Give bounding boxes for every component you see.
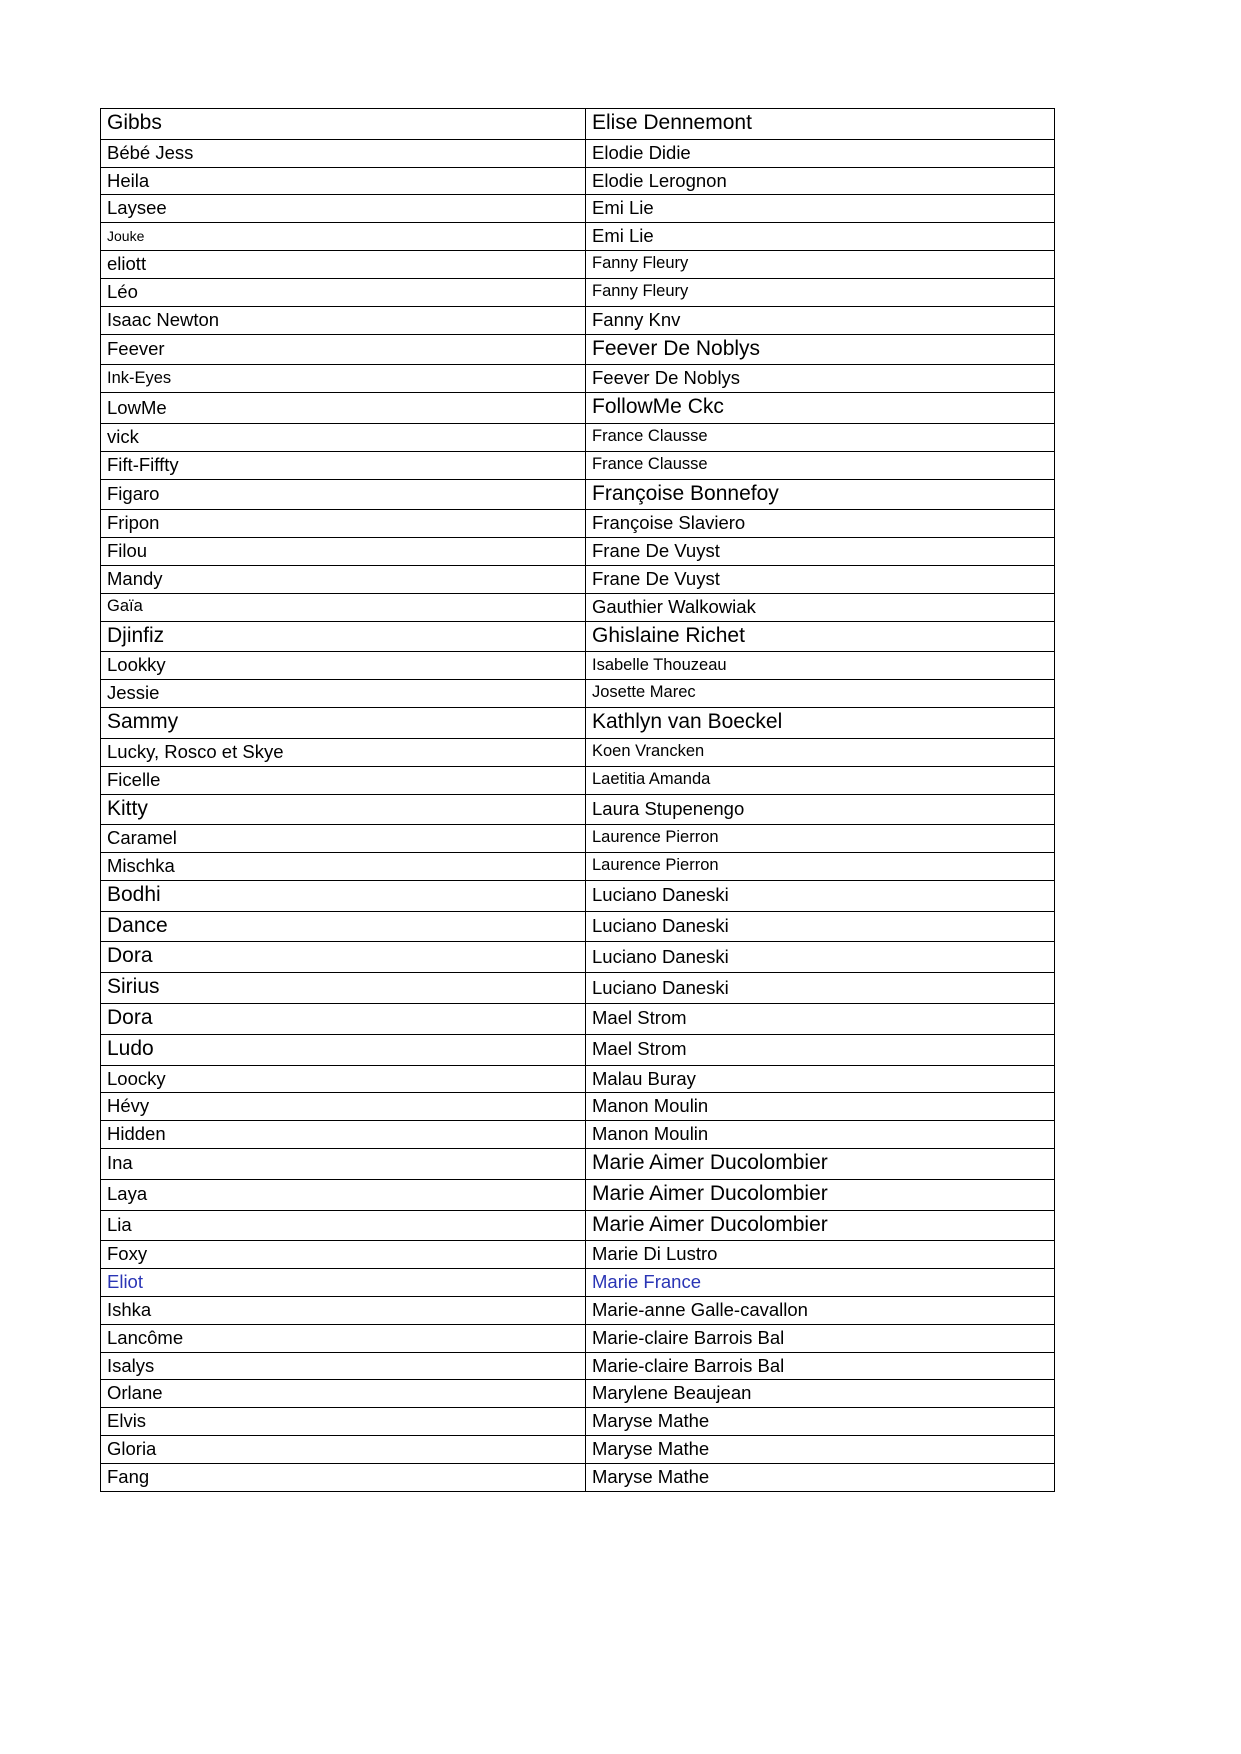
- table-row: [101, 195, 1055, 223]
- table-row: [101, 1324, 1055, 1352]
- owner-name-cell: Luciano Daneski: [586, 973, 1055, 1004]
- owner-name-cell: Emi Lie: [586, 195, 1055, 223]
- owner-name-cell: Luciano Daneski: [586, 880, 1055, 911]
- pet-name-cell: Lancôme: [101, 1324, 586, 1352]
- pet-name-cell: Isaac Newton: [101, 306, 586, 334]
- owner-name-cell: Frane De Vuyst: [586, 566, 1055, 594]
- owner-name-cell: Josette Marec: [586, 680, 1055, 708]
- owner-name-cell: Elodie Didie: [586, 139, 1055, 167]
- pet-name-cell: Kitty: [101, 794, 586, 825]
- table-row: [101, 766, 1055, 794]
- owner-name-cell: Françoise Slaviero: [586, 510, 1055, 538]
- owner-name-cell: Manon Moulin: [586, 1121, 1055, 1149]
- table-row: [101, 794, 1055, 825]
- owner-name-cell: Marie Di Lustro: [586, 1241, 1055, 1269]
- pet-name-cell: Mischka: [101, 853, 586, 881]
- table-row: [101, 1003, 1055, 1034]
- owner-name-cell: Marie-claire Barrois Bal: [586, 1324, 1055, 1352]
- owner-name-cell: Marie-claire Barrois Bal: [586, 1352, 1055, 1380]
- table-row: [101, 109, 1055, 140]
- table-row: [101, 1352, 1055, 1380]
- pet-name-cell: Fang: [101, 1463, 586, 1491]
- pet-name-cell: Elvis: [101, 1408, 586, 1436]
- owner-name-cell: Feever De Noblys: [586, 334, 1055, 365]
- owner-name-cell: Frane De Vuyst: [586, 538, 1055, 566]
- table-row: [101, 1149, 1055, 1180]
- names-table-wrapper: [100, 108, 1028, 1492]
- table-row: [101, 593, 1055, 621]
- table-row: [101, 1210, 1055, 1241]
- table-row: [101, 1436, 1055, 1464]
- table-row: [101, 1093, 1055, 1121]
- pet-name-cell: Caramel: [101, 825, 586, 853]
- pet-name-cell: Lucky, Rosco et Skye: [101, 738, 586, 766]
- table-row: [101, 278, 1055, 306]
- pet-name-cell: Sammy: [101, 708, 586, 739]
- owner-name-cell: Kathlyn van Boeckel: [586, 708, 1055, 739]
- owner-name-cell: Feever De Noblys: [586, 365, 1055, 393]
- pet-name-cell: Fift-Fiffty: [101, 451, 586, 479]
- table-row: [101, 393, 1055, 424]
- pet-name-cell: Ina: [101, 1149, 586, 1180]
- owner-name-cell: Mael Strom: [586, 1003, 1055, 1034]
- owner-name-cell: Maryse Mathe: [586, 1408, 1055, 1436]
- pet-name-cell: Gloria: [101, 1436, 586, 1464]
- names-table-body: [101, 109, 1055, 1492]
- pet-name-cell: Eliot: [101, 1269, 586, 1297]
- owner-name-cell: Marylene Beaujean: [586, 1380, 1055, 1408]
- table-row: [101, 1408, 1055, 1436]
- table-row: [101, 825, 1055, 853]
- table-row: [101, 510, 1055, 538]
- owner-name-cell: France Clausse: [586, 423, 1055, 451]
- owner-name-cell: Laurence Pierron: [586, 853, 1055, 881]
- table-row: [101, 1269, 1055, 1297]
- pet-name-cell: Mandy: [101, 566, 586, 594]
- table-row: [101, 1065, 1055, 1093]
- table-row: [101, 1121, 1055, 1149]
- owner-name-cell: Françoise Bonnefoy: [586, 479, 1055, 510]
- pet-name-cell: Foxy: [101, 1241, 586, 1269]
- pet-name-cell: Djinfiz: [101, 621, 586, 652]
- pet-name-cell: LowMe: [101, 393, 586, 424]
- pet-name-cell: Ficelle: [101, 766, 586, 794]
- owner-name-cell: Laetitia Amanda: [586, 766, 1055, 794]
- pet-name-cell: Ink-Eyes: [101, 365, 586, 393]
- pet-name-cell: Loocky: [101, 1065, 586, 1093]
- table-row: [101, 1296, 1055, 1324]
- pet-name-cell: Hidden: [101, 1121, 586, 1149]
- owner-name-cell: Ghislaine Richet: [586, 621, 1055, 652]
- pet-name-cell: Fripon: [101, 510, 586, 538]
- table-row: [101, 139, 1055, 167]
- owner-name-cell: Marie France: [586, 1269, 1055, 1297]
- owner-name-cell: FollowMe Ckc: [586, 393, 1055, 424]
- owner-name-cell: Mael Strom: [586, 1034, 1055, 1065]
- pet-name-cell: Laya: [101, 1179, 586, 1210]
- pet-name-cell: Orlane: [101, 1380, 586, 1408]
- table-row: [101, 306, 1055, 334]
- table-row: [101, 451, 1055, 479]
- table-row: [101, 479, 1055, 510]
- pet-name-cell: Feever: [101, 334, 586, 365]
- pet-name-cell: Bodhi: [101, 880, 586, 911]
- owner-name-cell: Emi Lie: [586, 223, 1055, 251]
- table-row: [101, 1241, 1055, 1269]
- table-row: [101, 911, 1055, 942]
- owner-name-cell: Luciano Daneski: [586, 911, 1055, 942]
- table-row: [101, 680, 1055, 708]
- owner-name-cell: Maryse Mathe: [586, 1436, 1055, 1464]
- owner-name-cell: Fanny Fleury: [586, 278, 1055, 306]
- pet-name-cell: Dora: [101, 942, 586, 973]
- owner-name-cell: Gauthier Walkowiak: [586, 593, 1055, 621]
- pet-name-cell: Jouke: [101, 223, 586, 251]
- pet-name-cell: Léo: [101, 278, 586, 306]
- table-row: [101, 334, 1055, 365]
- pet-name-cell: Bébé Jess: [101, 139, 586, 167]
- table-row: [101, 942, 1055, 973]
- table-row: [101, 880, 1055, 911]
- table-row: [101, 538, 1055, 566]
- pet-name-cell: Jessie: [101, 680, 586, 708]
- names-table: [100, 108, 1055, 1492]
- pet-name-cell: Dora: [101, 1003, 586, 1034]
- pet-name-cell: Heila: [101, 167, 586, 195]
- table-row: [101, 652, 1055, 680]
- owner-name-cell: Marie-anne Galle-cavallon: [586, 1296, 1055, 1324]
- owner-name-cell: Fanny Fleury: [586, 251, 1055, 279]
- owner-name-cell: Isabelle Thouzeau: [586, 652, 1055, 680]
- table-row: [101, 1034, 1055, 1065]
- owner-name-cell: Marie Aimer Ducolombier: [586, 1210, 1055, 1241]
- pet-name-cell: vick: [101, 423, 586, 451]
- table-row: [101, 566, 1055, 594]
- table-row: [101, 423, 1055, 451]
- owner-name-cell: Luciano Daneski: [586, 942, 1055, 973]
- owner-name-cell: Marie Aimer Ducolombier: [586, 1179, 1055, 1210]
- owner-name-cell: France Clausse: [586, 451, 1055, 479]
- table-row: [101, 1380, 1055, 1408]
- owner-name-cell: Fanny Knv: [586, 306, 1055, 334]
- table-row: [101, 708, 1055, 739]
- pet-name-cell: Figaro: [101, 479, 586, 510]
- owner-name-cell: Elodie Lerognon: [586, 167, 1055, 195]
- owner-name-cell: Laura Stupenengo: [586, 794, 1055, 825]
- pet-name-cell: Lookky: [101, 652, 586, 680]
- table-row: [101, 223, 1055, 251]
- owner-name-cell: Elise Dennemont: [586, 109, 1055, 140]
- table-row: [101, 973, 1055, 1004]
- owner-name-cell: Koen Vrancken: [586, 738, 1055, 766]
- owner-name-cell: Laurence Pierron: [586, 825, 1055, 853]
- pet-name-cell: Hévy: [101, 1093, 586, 1121]
- table-row: [101, 1179, 1055, 1210]
- pet-name-cell: Ludo: [101, 1034, 586, 1065]
- pet-name-cell: Gaïa: [101, 593, 586, 621]
- table-row: [101, 251, 1055, 279]
- pet-name-cell: Laysee: [101, 195, 586, 223]
- pet-name-cell: Sirius: [101, 973, 586, 1004]
- pet-name-cell: Ishka: [101, 1296, 586, 1324]
- owner-name-cell: Malau Buray: [586, 1065, 1055, 1093]
- owner-name-cell: Maryse Mathe: [586, 1463, 1055, 1491]
- pet-name-cell: Isalys: [101, 1352, 586, 1380]
- pet-name-cell: Lia: [101, 1210, 586, 1241]
- pet-name-cell: eliott: [101, 251, 586, 279]
- pet-name-cell: Filou: [101, 538, 586, 566]
- table-row: [101, 621, 1055, 652]
- table-row: [101, 365, 1055, 393]
- owner-name-cell: Manon Moulin: [586, 1093, 1055, 1121]
- table-row: [101, 1463, 1055, 1491]
- table-row: [101, 853, 1055, 881]
- pet-name-cell: Dance: [101, 911, 586, 942]
- owner-name-cell: Marie Aimer Ducolombier: [586, 1149, 1055, 1180]
- pet-name-cell: Gibbs: [101, 109, 586, 140]
- table-row: [101, 167, 1055, 195]
- table-row: [101, 738, 1055, 766]
